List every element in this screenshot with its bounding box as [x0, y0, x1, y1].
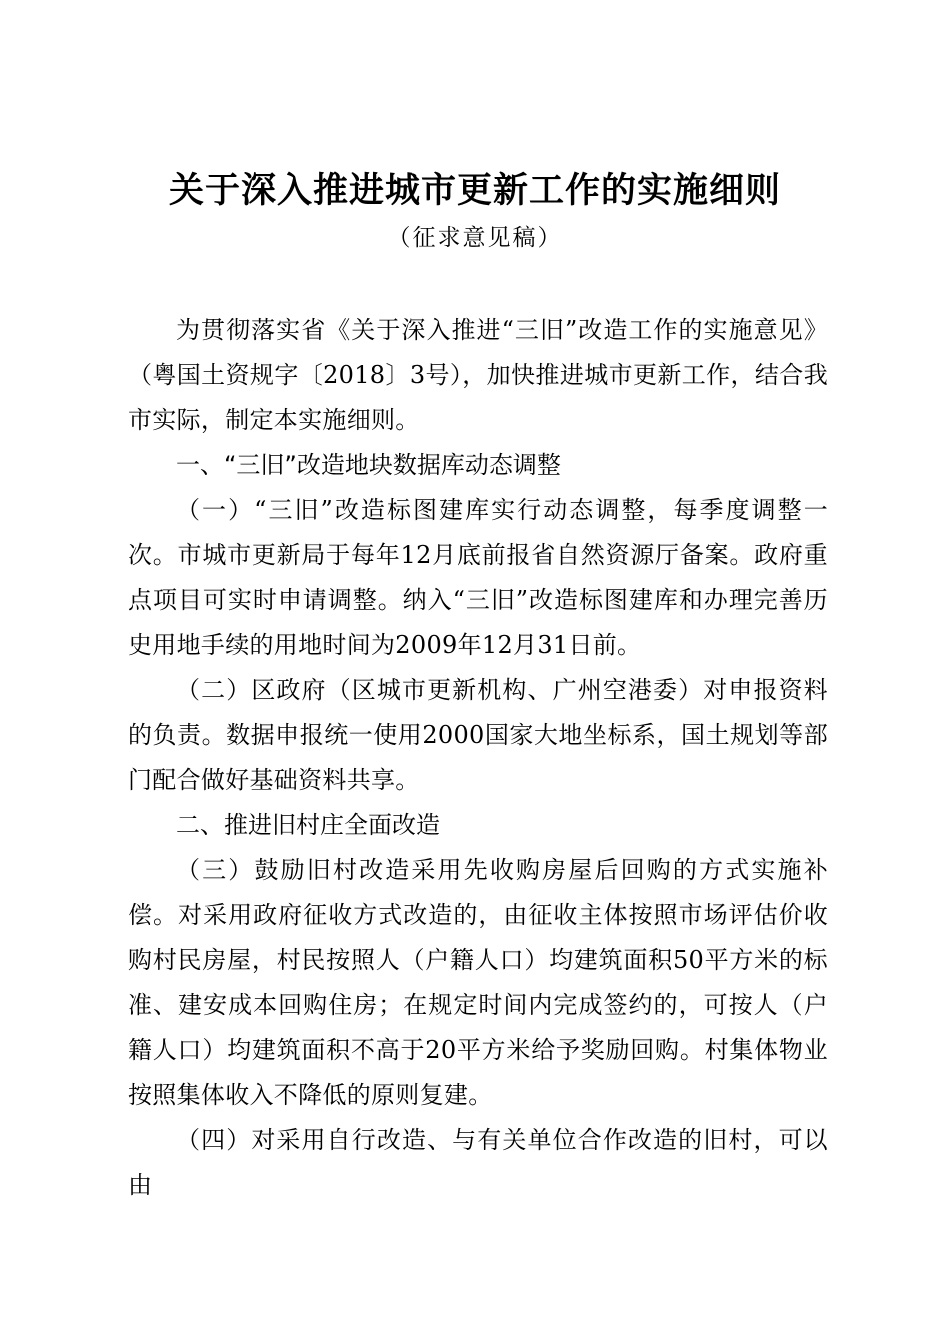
clause-1: （一）“三旧”改造标图建库实行动态调整，每季度调整一次。市城市更新局于每年12月底前报省自然资源厅备案。政府重点项目可实时申请调整。纳入“三旧”改造标图建库和办理完善历史用地手续的用地时间为2009年12月31日前。: [128, 496, 828, 659]
clause-4: （四）对采用自行改造、与有关单位合作改造的旧村，可以由: [128, 1126, 828, 1199]
clause-2: （二）区政府（区城市更新机构、广州空港委）对申报资料的负责。数据申报统一使用2000国家大地坐标系，国土规划等部门配合做好基础资料共享。: [128, 676, 828, 794]
document-body: [128, 308, 828, 1208]
section-heading-1: 一、“三旧”改造地块数据库动态调整: [176, 451, 561, 479]
document-title: 关于深入推进城市更新工作的实施细则: [168, 170, 781, 211]
intro-paragraph: 为贯彻落实省《关于深入推进“三旧”改造工作的实施意见》（粤国土资规字〔2018〕3号），加快推进城市更新工作，结合我市实际，制定本实施细则。: [128, 316, 828, 434]
section-heading-2: 二、推进旧村庄全面改造: [176, 811, 440, 839]
clause-3: （三）鼓励旧村改造采用先收购房屋后回购的方式实施补偿。对采用政府征收方式改造的，由征收主体按照市场评估价收购村民房屋，村民按照人（户籍人口）均建筑面积50平方米的标准、建安成本回购住房；在规定时间内完成签约的，可按人（户籍人口）均建筑面积不高于20平方米给予奖励回购。村集体物业按照集体收入不降低的原则复建。: [128, 856, 828, 1109]
document-subtitle: （征求意见稿）: [387, 225, 563, 251]
